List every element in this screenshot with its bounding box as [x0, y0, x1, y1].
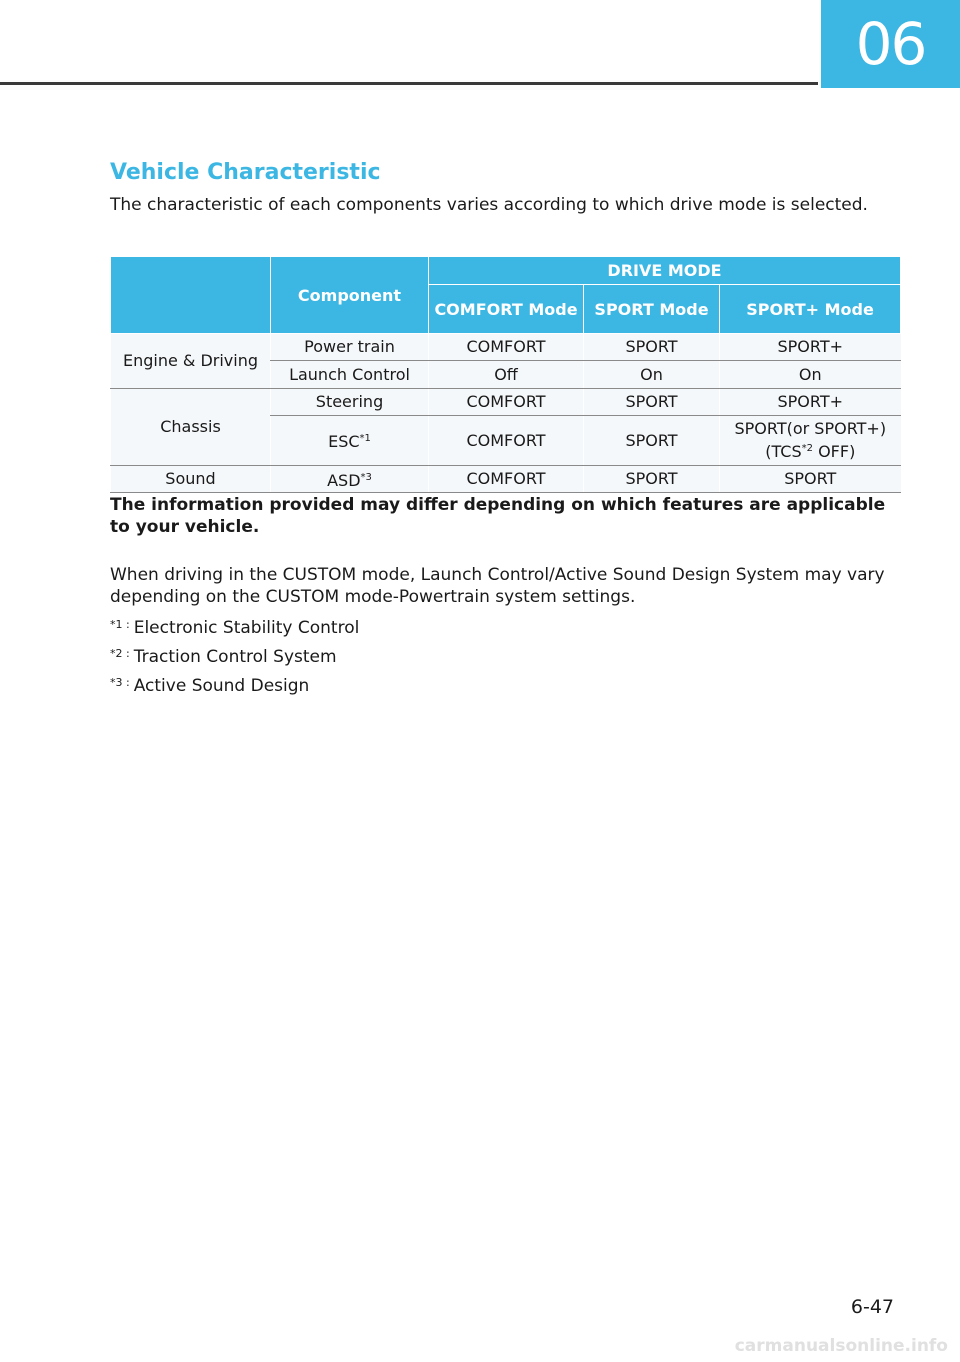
sport-plus-label: SPORT(or SPORT+) (TCS: [734, 419, 887, 461]
table-row: [111, 334, 901, 361]
footnote-ref: *3: [360, 471, 372, 483]
component-cell: Power train: [271, 334, 429, 361]
component-cell: Launch Control: [271, 361, 429, 389]
header-component: Component: [271, 257, 429, 334]
footnote-text: Electronic Stability Control: [133, 618, 360, 638]
component-cell: [271, 466, 429, 493]
header-group-empty: [111, 257, 271, 334]
footnote-mark: *1 :: [110, 618, 130, 631]
header-sport-plus-mode: SPORT+ Mode: [720, 285, 901, 334]
custom-mode-note: When driving in the CUSTOM mode, Launch Control/Active Sound Design System may vary depending on the CUSTOM mode-Powertrain system settings.: [110, 565, 885, 607]
component-label: ESC: [328, 432, 360, 451]
chapter-number: 06: [855, 10, 926, 78]
comfort-cell: COMFORT: [429, 416, 584, 466]
intro-text: The characteristic of each components varies according to which drive mode is selected.: [110, 195, 868, 215]
comfort-cell: COMFORT: [429, 466, 584, 493]
sport-cell: SPORT: [584, 389, 720, 416]
applicability-note: The information provided may differ depending on which features are applicable to your vehicle.: [110, 495, 886, 537]
footnote-text: Traction Control System: [133, 647, 337, 667]
table-row: [111, 389, 901, 416]
sport-cell: SPORT: [584, 416, 720, 466]
group-cell: Chassis: [111, 389, 271, 466]
group-cell: Engine & Driving: [111, 334, 271, 389]
sport-plus-cell: SPORT: [720, 466, 901, 493]
sport-cell: SPORT: [584, 466, 720, 493]
sport-cell: SPORT: [584, 334, 720, 361]
footnote-mark: *2 :: [110, 647, 130, 660]
footnote-mark: *3 :: [110, 676, 130, 689]
sport-plus-tail: OFF): [812, 442, 856, 461]
comfort-cell: COMFORT: [429, 334, 584, 361]
footnote-text: Active Sound Design: [133, 676, 310, 696]
footnote-ref: *1: [359, 433, 371, 444]
comfort-cell: COMFORT: [429, 389, 584, 416]
header-comfort-mode: COMFORT Mode: [429, 285, 584, 334]
footnote-ref: *2: [801, 443, 813, 454]
table-row: [111, 466, 901, 493]
footnote-item: [110, 672, 359, 701]
comfort-cell: Off: [429, 361, 584, 389]
sport-cell: On: [584, 361, 720, 389]
header-rule: [0, 82, 818, 85]
sport-plus-cell: On: [720, 361, 901, 389]
header-sport-mode: SPORT Mode: [584, 285, 720, 334]
footnotes: [110, 614, 359, 701]
page-number: 6-47: [850, 1296, 894, 1318]
section-title: Vehicle Characteristic: [110, 160, 381, 185]
chapter-tab: [821, 0, 960, 88]
component-cell: Steering: [271, 389, 429, 416]
sport-plus-cell: SPORT+: [720, 389, 901, 416]
sport-plus-cell: [720, 416, 901, 466]
header-drive-mode: DRIVE MODE: [429, 257, 901, 285]
group-cell: Sound: [111, 466, 271, 493]
footnote-item: [110, 614, 359, 643]
footnote-item: [110, 643, 359, 672]
sport-plus-cell: SPORT+: [720, 334, 901, 361]
watermark: carmanualsonline.info: [734, 1336, 948, 1356]
component-label: ASD: [327, 470, 361, 490]
component-cell: [271, 416, 429, 466]
drive-mode-table: [110, 256, 901, 493]
